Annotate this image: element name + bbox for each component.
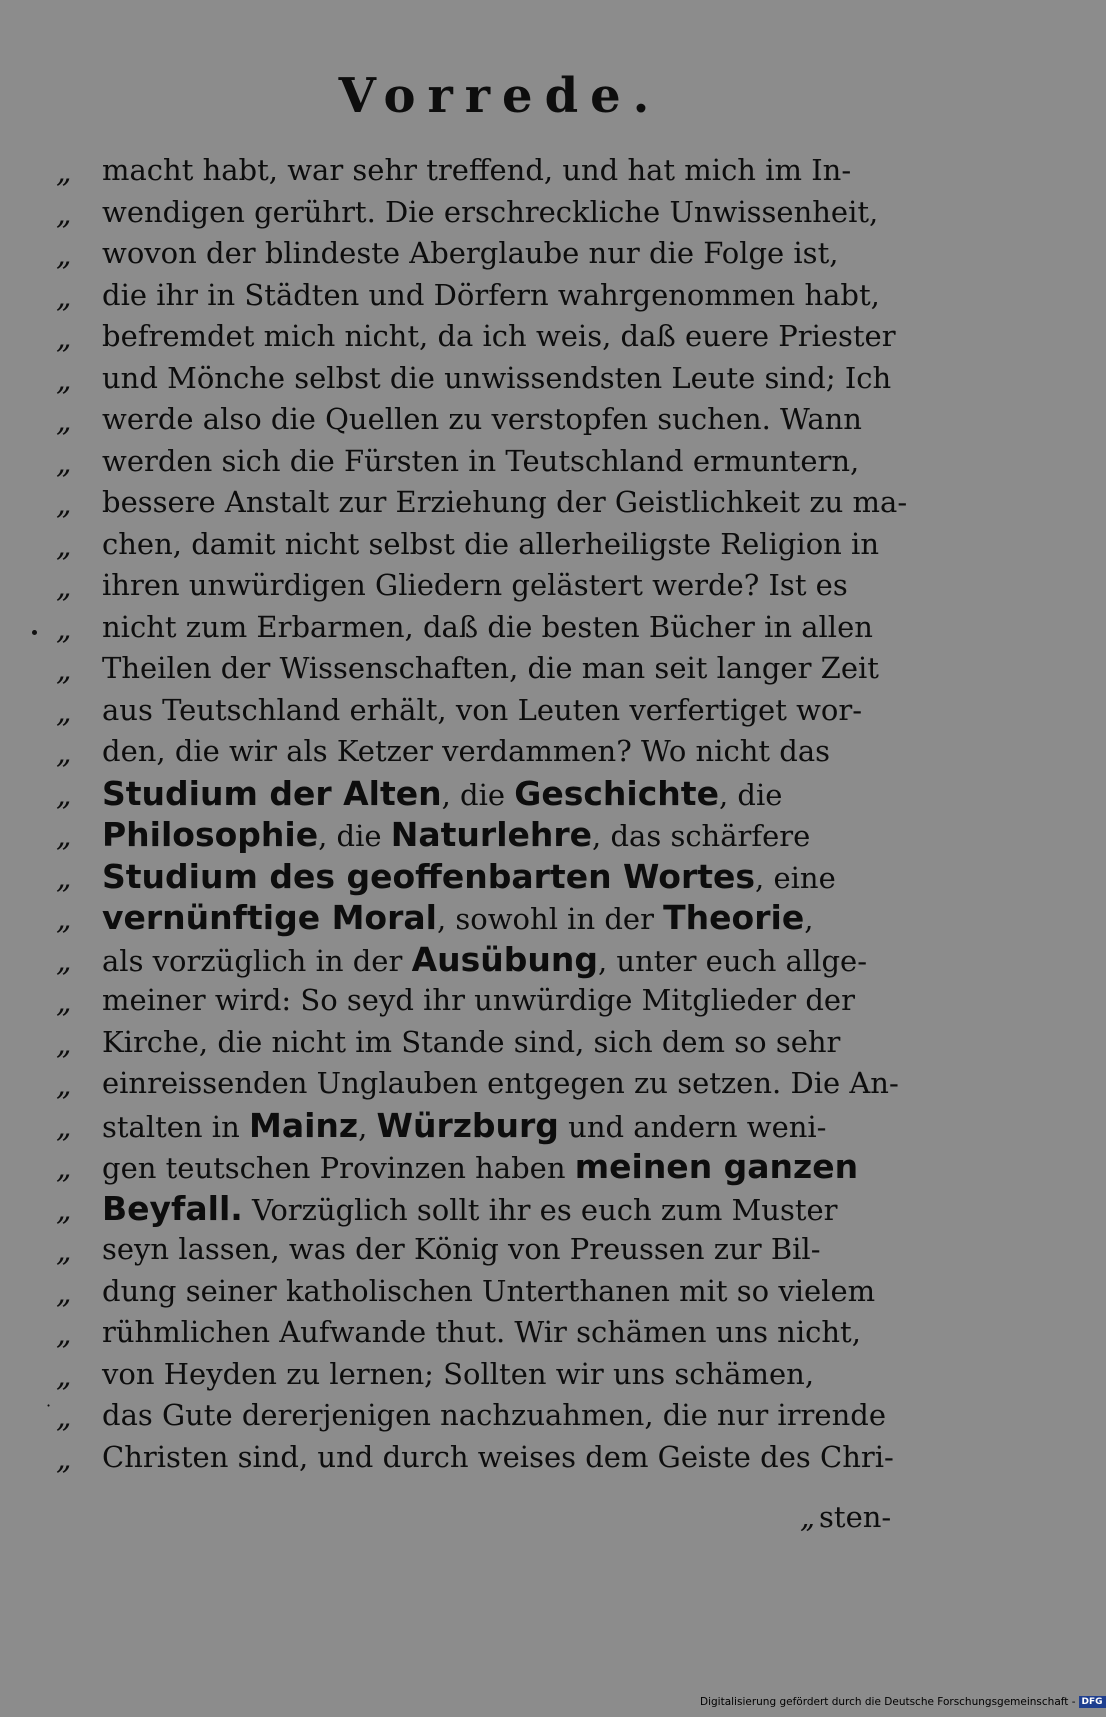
quote-mark: „	[56, 1317, 72, 1352]
text-run: stalten in	[102, 1109, 249, 1144]
quote-mark: „	[56, 528, 72, 564]
text-run: ,	[804, 902, 814, 936]
quote-mark: „	[56, 985, 72, 1020]
text-line	[102, 814, 898, 856]
quote-mark: „	[56, 321, 72, 356]
dfg-logo: DFG	[1079, 1696, 1106, 1708]
text-run: gen teutschen Provinzen haben	[102, 1151, 575, 1185]
ink-speck	[32, 630, 37, 635]
quote-mark: „	[56, 653, 72, 688]
emphasized-run: Philosophie	[102, 815, 319, 854]
quote-mark: „	[56, 362, 72, 398]
text-line	[102, 690, 898, 732]
text-line	[102, 565, 898, 607]
text-run: befremdet mich nicht, da ich weis, daß euere Priester	[102, 319, 896, 353]
text-line	[102, 897, 898, 939]
text-line	[102, 1354, 898, 1396]
emphasized-run: Studium des geoffenbarten Wortes	[102, 856, 756, 896]
quote-mark: „	[56, 860, 72, 896]
emphasized-run: Mainz	[248, 1105, 359, 1145]
text-run: Theilen der Wissenschaften, die man seit langer Zeit	[102, 651, 879, 685]
text-line	[102, 358, 898, 400]
quote-mark: „	[56, 943, 72, 979]
quote-mark: „	[56, 902, 72, 937]
text-run: , die	[318, 819, 391, 853]
catchword	[800, 1500, 891, 1534]
text-line	[102, 648, 898, 690]
quote-mark: „	[56, 694, 72, 730]
quote-mark: „	[56, 1275, 72, 1311]
text-run: ,	[358, 1109, 377, 1144]
text-line	[102, 1229, 898, 1271]
text-run: werden sich die Fürsten in Teutschland ermuntern,	[102, 443, 860, 478]
text-line	[102, 441, 898, 483]
quote-mark: „	[56, 1068, 72, 1103]
text-run: , die	[718, 777, 783, 812]
emphasized-run: Naturlehre	[390, 815, 593, 854]
quote-mark: „	[56, 1026, 72, 1062]
text-run: meiner wird: So seyd ihr unwürdige Mitglieder der	[102, 983, 855, 1017]
text-line	[102, 939, 898, 981]
quote-mark: „	[56, 1151, 72, 1186]
text-line	[102, 607, 898, 649]
text-run: macht habt, war sehr treffend, und hat mich im In-	[102, 153, 852, 187]
quote-mark: „	[56, 196, 72, 232]
text-run: einreissenden Unglauben entgegen zu setzen. Die An-	[102, 1066, 899, 1100]
quote-mark: „	[56, 611, 72, 647]
catchword-quote: „	[800, 1500, 816, 1534]
text-run: Kirche, die nicht im Stande sind, sich dem so sehr	[102, 1024, 841, 1059]
text-run: , das schärfere	[592, 819, 811, 853]
text-line	[102, 980, 898, 1022]
text-line	[102, 233, 898, 275]
quote-mark: „	[56, 445, 72, 481]
text-run: dung seiner katholischen Unterthanen mit so vielem	[102, 1273, 876, 1308]
quote-mark: „	[56, 736, 72, 771]
text-run: als vorzüglich in der	[102, 943, 412, 978]
quote-mark: „	[56, 1441, 72, 1477]
text-run: und andern weni-	[558, 1109, 827, 1144]
emphasized-run: Studium der Alten	[102, 773, 442, 813]
text-line	[102, 524, 898, 566]
text-line	[102, 1146, 898, 1188]
text-run: von Heyden zu lernen; Sollten wir uns schämen,	[102, 1356, 815, 1391]
text-run: das Gute dererjenigen nachzuahmen, die nur irrende	[102, 1398, 886, 1432]
text-line	[102, 1395, 898, 1437]
text-run: aus Teutschland erhält, von Leuten verfertiget wor-	[102, 692, 863, 727]
text-line	[102, 856, 898, 898]
text-run: , sowohl in der	[436, 902, 664, 936]
emphasized-run: Würzburg	[376, 1105, 559, 1145]
text-line	[102, 399, 898, 441]
emphasized-run: vernünftige Moral	[102, 898, 437, 937]
text-line	[102, 275, 898, 317]
emphasized-run: Beyfall.	[102, 1188, 243, 1228]
quote-mark: „	[56, 1400, 72, 1435]
text-line	[102, 192, 898, 234]
quote-mark: „	[56, 404, 72, 439]
text-run: , eine	[755, 860, 836, 895]
margin-mark: ·	[46, 1396, 52, 1415]
emphasized-run: Geschichte	[514, 773, 719, 813]
text-run: bessere Anstalt zur Erziehung der Geistlichkeit zu ma-	[102, 485, 908, 519]
text-run: den, die wir als Ketzer verdammen? Wo nicht das	[102, 734, 830, 768]
text-run: , die	[441, 777, 515, 812]
text-line	[102, 150, 898, 192]
text-line	[102, 1063, 898, 1105]
page-header: Vorrede.	[338, 68, 662, 124]
footer-text: Digitalisierung gefördert durch die Deutsche Forschungsgemeinschaft -	[700, 1696, 1076, 1708]
quote-mark: „	[56, 777, 72, 813]
emphasized-run: meinen ganzen	[574, 1147, 859, 1186]
emphasized-run: Theorie	[663, 898, 805, 937]
text-line	[102, 773, 898, 815]
text-run: Christen sind, und durch weises dem Geiste des Chri-	[102, 1439, 894, 1474]
text-run: rühmlichen Aufwande thut. Wir schämen uns nicht,	[102, 1315, 861, 1349]
quote-mark: „	[56, 279, 72, 315]
text-line	[102, 1271, 898, 1313]
catchword-text: sten-	[819, 1500, 892, 1534]
text-line	[102, 1022, 898, 1064]
quote-mark: „	[56, 155, 72, 190]
quote-mark: „	[56, 1358, 72, 1394]
text-line	[102, 1188, 898, 1230]
emphasized-run: Ausübung	[411, 939, 598, 979]
body-text	[102, 150, 908, 1478]
text-line	[102, 1437, 898, 1479]
quote-mark: „	[56, 1109, 72, 1145]
digitization-footer	[700, 1696, 1103, 1708]
text-line	[102, 1312, 898, 1354]
text-run: chen, damit nicht selbst die allerheiligste Religion in	[102, 526, 879, 561]
quote-mark: „	[56, 487, 72, 522]
quote-mark: „	[56, 570, 72, 605]
text-run: seyn lassen, was der König von Preussen zur Bil-	[102, 1232, 821, 1266]
quote-mark: „	[56, 1234, 72, 1269]
text-line	[102, 316, 898, 358]
text-run: und Mönche selbst die unwissendsten Leute sind; Ich	[102, 360, 892, 395]
text-run: Vorzüglich sollt ihr es euch zum Muster	[242, 1192, 838, 1227]
text-run: werde also die Quellen zu verstopfen suchen. Wann	[102, 402, 862, 436]
quote-mark: „	[56, 819, 72, 854]
text-run: wendigen gerührt. Die erschreckliche Unwissenheit,	[102, 194, 879, 229]
text-line	[102, 482, 908, 524]
text-run: , unter euch allge-	[597, 943, 867, 978]
text-run: wovon der blindeste Aberglaube nur die Folge ist,	[102, 236, 839, 270]
text-run: ihren unwürdigen Gliedern gelästert werde? Ist es	[102, 568, 848, 602]
text-line	[102, 731, 898, 773]
quote-mark: „	[56, 238, 72, 273]
quote-mark: „	[56, 1192, 72, 1228]
text-run: nicht zum Erbarmen, daß die besten Bücher in allen	[102, 609, 873, 644]
text-run: die ihr in Städten und Dörfern wahrgenommen habt,	[102, 277, 880, 312]
text-line	[102, 1105, 898, 1147]
